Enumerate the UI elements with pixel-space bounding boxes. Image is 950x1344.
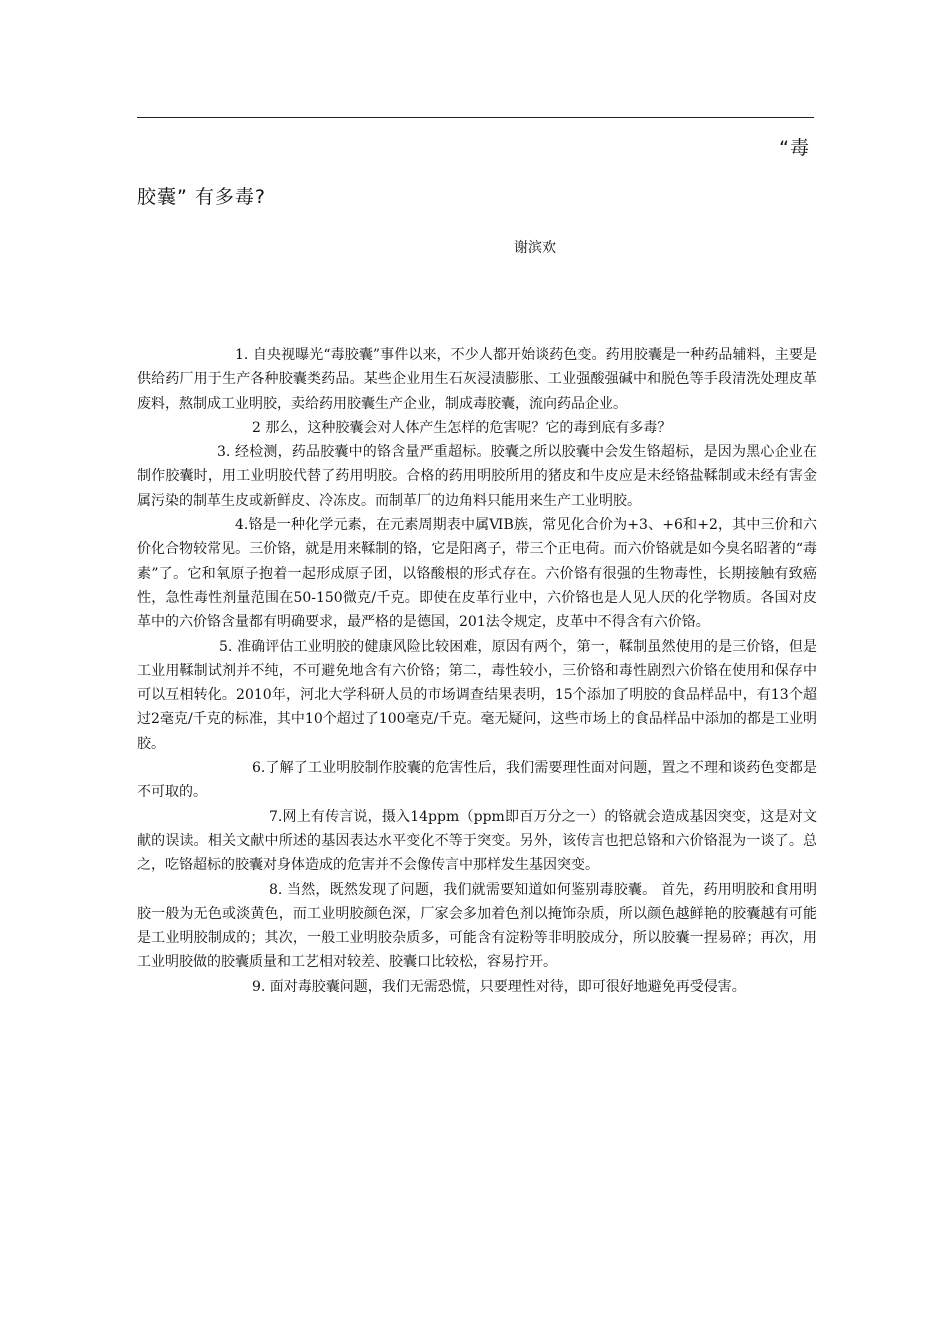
paragraph-9: 9. 面对毒胶囊问题，我们无需恐慌，只要理性对待，即可很好地避免再受侵害。 — [252, 978, 746, 995]
paragraph-7: 7.网上有传言说，摄入14ppm（ppm即百万分之一）的铬就会造成基因突变，这是对文献的误读。相关文献中所述的基因表达水平变化不等于突变。另外，该传言也把总铬和六价铬混为一谈了。总之，吃铬超标的胶囊对身体造成的危害并不会像传言中那样发生基因突变。 — [137, 808, 817, 874]
paragraph-3: 3. 经检测，药品胶囊中的铬含量严重超标。胶囊之所以胶囊中会发生铬超标，是因为黑心企业在制作胶囊时，用工业明胶代替了药用明胶。合格的药用明胶所用的猪皮和牛皮应是未经铬盐鞣制或未经有害金属污染的制革生皮或新鲜皮、冷冻皮。而制革厂的边角料只能用来生产工业明胶。 — [137, 444, 817, 509]
paragraph-1: 1. 自央视曝光“毒胶囊”事件以来，不少人都开始谈药色变。药用胶囊是一种药品辅料，主要是供给药厂用于生产各种胶囊类药品。某些企业用生石灰浸渍膨胀、工业强酸强碱中和脱色等手段清洗处理皮革废料，熬制成工业明胶，卖给药用胶囊生产企业，制成毒胶囊，流向药品企业。 — [137, 347, 817, 412]
author-name: 谢滨欢 — [514, 240, 556, 256]
article-title-line-2: 胶囊” 有多毒? — [137, 186, 266, 208]
article-body — [137, 343, 817, 999]
paragraph-4: 4.铬是一种化学元素，在元素周期表中属ⅥB族，常见化合价为+3、+6和+2，其中三价和六价化合物较常见。三价铬，就是用来鞣制的铬，它是阳离子，带三个正电荷。而六价铬就是如今臭名昭著的“毒素”了。它和氧原子抱着一起形成原子团，以铬酸根的形式存在。六价铬有很强的生物毒性，长期接触有致癌性，急性毒性剂量范围在50-150微克/千克。即使在皮革行业中，六价铬也是人见人厌的化学物质。各国对皮革中的六价铬含量都有明确要求，最严格的是德国，201法令规定，皮革中不得含有六价铬。 — [137, 517, 817, 631]
paragraph-8: 8. 当然，既然发现了问题，我们就需要知道如何鉴别毒胶囊。 首先，药用明胶和食用明胶一般为无色或淡黄色，而工业明胶颜色深，厂家会多加着色剂以掩饰杂质，所以颜色越鲜艳的胶囊越有可能是工业明胶制成的；其次，一般工业明胶杂质多，可能含有淀粉等非明胶成分，所以胶囊一捏易碎；再次，用工业明胶做的胶囊质量和工艺相对较差、胶囊口比较松，容易拧开。 — [137, 881, 817, 971]
paragraph-5: 5. 准确评估工业明胶的健康风险比较困难，原因有两个，第一，鞣制虽然使用的是三价铬，但是工业用鞣制试剂并不纯，不可避免地含有六价铬；第二，毒性较小，三价铬和毒性剧烈六价铬在使用和保存中可以互相转化。2010年，河北大学科研人员的市场调查结果表明，15个添加了明胶的食品样品中，有13个超过2毫克/千克的标准，其中10个超过了100毫克/千克。毫无疑问，这些市场上的食品样品中添加的都是工业明胶。 — [137, 638, 817, 752]
paragraph-2: 2 那么，这种胶囊会对人体产生怎样的危害呢？它的毒到底有多毒？ — [252, 419, 672, 436]
paragraph-6: 6.了解了工业明胶制作胶囊的危害性后，我们需要理性面对问题，置之不理和谈药色变都是不可取的。 — [137, 760, 817, 801]
article-title-line-1: “毒 — [779, 137, 810, 159]
header-rule — [137, 117, 814, 118]
